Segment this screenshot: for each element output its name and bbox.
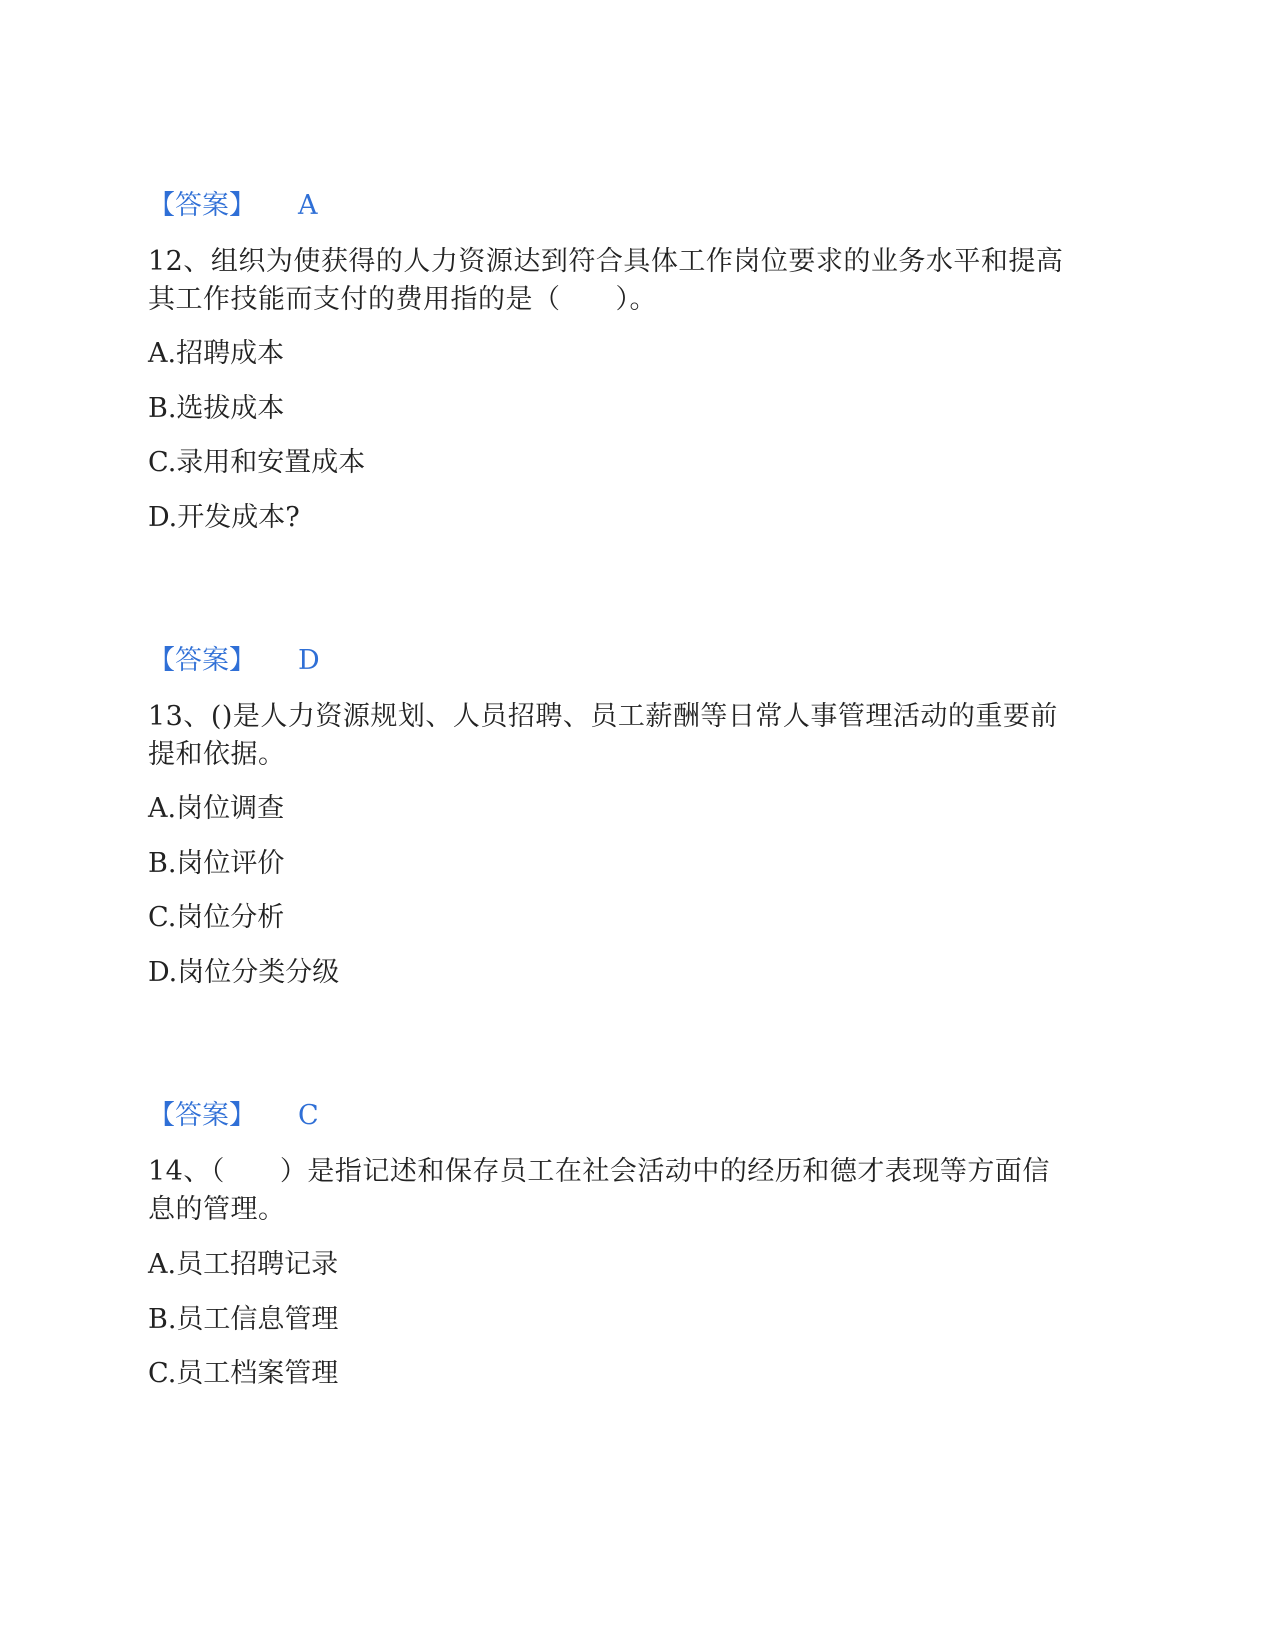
answer-label: 【答案】 bbox=[148, 190, 256, 221]
option-c: C.岗位分析 bbox=[148, 902, 285, 933]
question-text: 14、（ ）是指记述和保存员工在社会活动中的经历和德才表现等方面信 bbox=[148, 1156, 1050, 1187]
option-d: D.开发成本? bbox=[148, 502, 300, 533]
question-text: 息的管理。 bbox=[148, 1194, 286, 1225]
option-c: C.录用和安置成本 bbox=[148, 447, 366, 478]
answer-line bbox=[148, 186, 318, 226]
answer-label: 【答案】 bbox=[148, 645, 256, 676]
option-b: B.员工信息管理 bbox=[148, 1304, 339, 1335]
answer-letter: C bbox=[298, 1100, 319, 1131]
answer-line bbox=[148, 1096, 319, 1136]
option-a: A.招聘成本 bbox=[148, 338, 285, 369]
question-text: 提和依据。 bbox=[148, 739, 286, 770]
answer-line bbox=[148, 641, 320, 681]
question-text: 其工作技能而支付的费用指的是（ ）。 bbox=[148, 284, 657, 315]
option-d: D.岗位分类分级 bbox=[148, 957, 340, 988]
option-a: A.员工招聘记录 bbox=[148, 1249, 339, 1280]
answer-label: 【答案】 bbox=[148, 1100, 256, 1131]
answer-letter: A bbox=[298, 190, 318, 221]
option-c: C.员工档案管理 bbox=[148, 1358, 339, 1389]
answer-letter: D bbox=[298, 645, 320, 676]
question-text: 13、()是人力资源规划、人员招聘、员工薪酬等日常人事管理活动的重要前 bbox=[148, 701, 1058, 732]
option-b: B.选拔成本 bbox=[148, 393, 285, 424]
question-text: 12、组织为使获得的人力资源达到符合具体工作岗位要求的业务水平和提高 bbox=[148, 246, 1064, 277]
option-a: A.岗位调查 bbox=[148, 793, 285, 824]
option-b: B.岗位评价 bbox=[148, 848, 285, 879]
